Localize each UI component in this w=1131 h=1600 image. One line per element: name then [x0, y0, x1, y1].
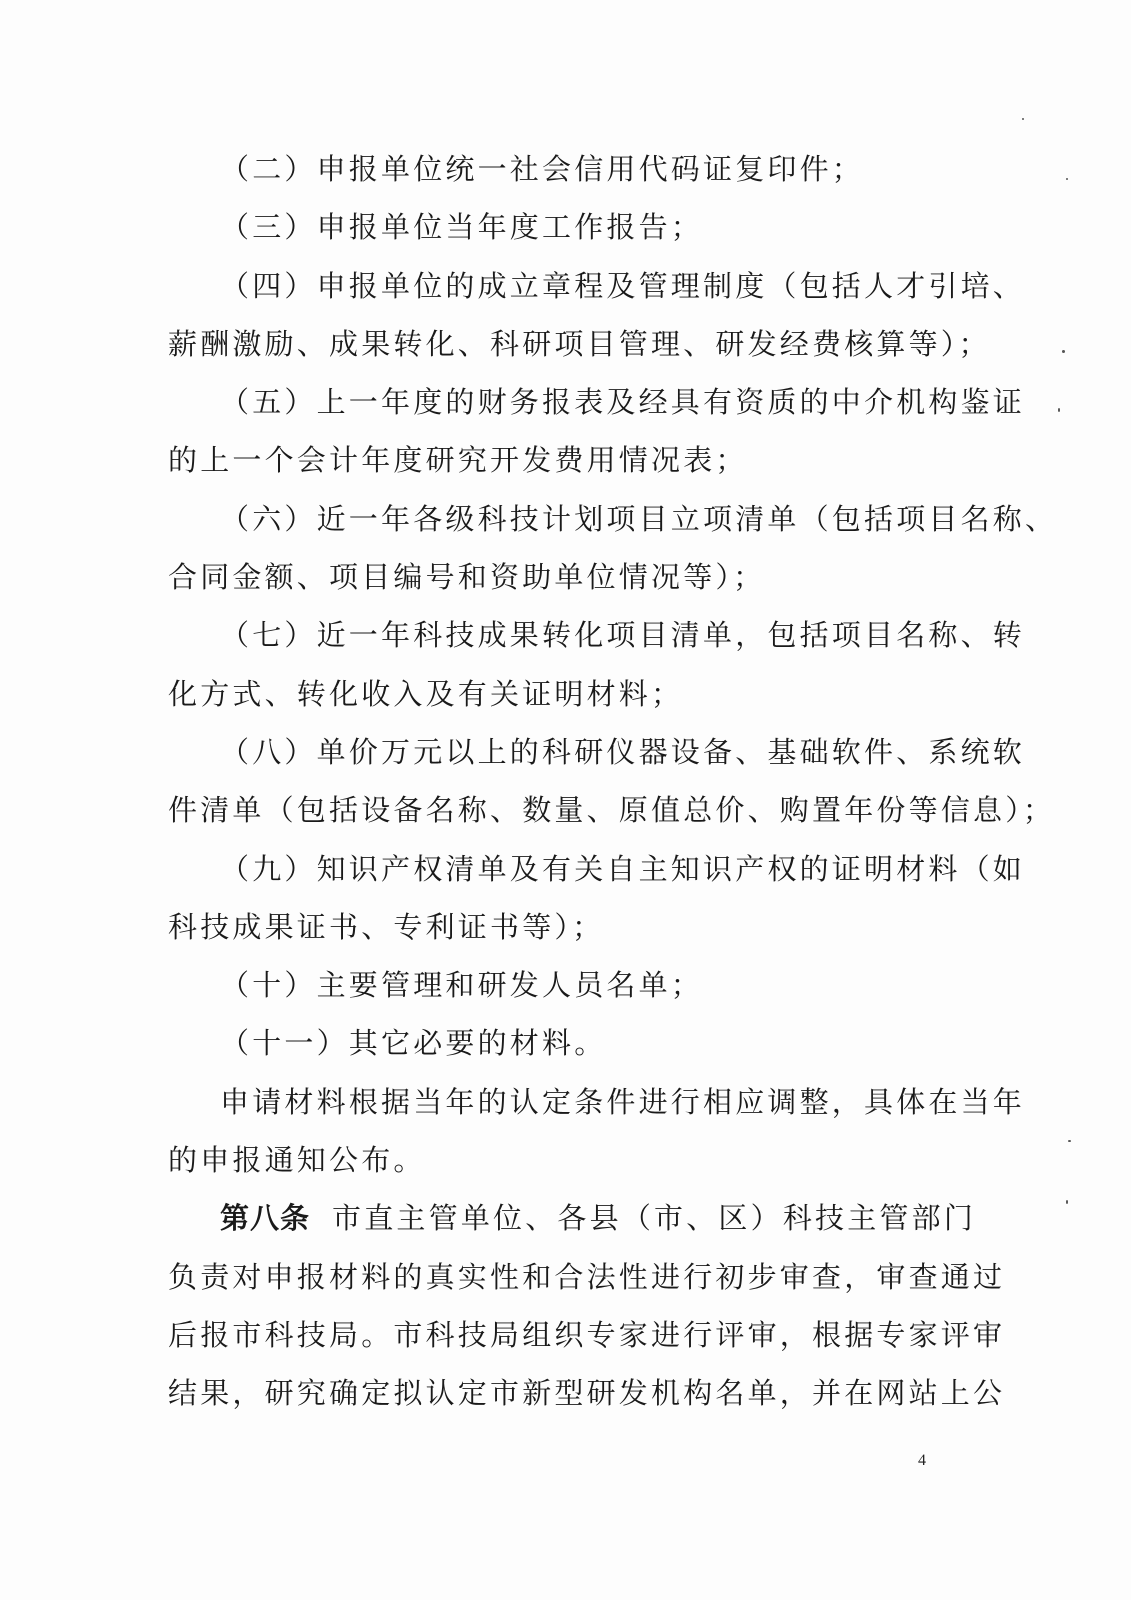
list-item-7: （七）近一年科技成果转化项目清单，包括项目名称、转 [220, 618, 1026, 653]
article-8-first-line [168, 1189, 977, 1247]
article-8-heading: 第八条 [220, 1201, 311, 1236]
list-item-6-continued: 合同金额、项目编号和资助单位情况等）； [168, 560, 766, 595]
list-item-2: （二）申报单位统一社会信用代码证复印件； [220, 152, 865, 186]
list-item-8: （八）单价万元以上的科研仪器设备、基础软件、系统软 [220, 734, 1026, 769]
list-item-11: （十一）其它必要的材料。 [220, 1026, 607, 1061]
scan-speck [1022, 118, 1024, 120]
article-8-text-3: 后报市科技局。市科技局组织专家进行评审，根据专家评审 [168, 1317, 1006, 1352]
page-number: 4 [918, 1452, 926, 1469]
list-item-7-continued: 化方式、转化收入及有关证明材料； [168, 676, 684, 711]
article-8-text-2: 负责对申报材料的真实性和合法性进行初步审查，审查通过 [168, 1259, 1006, 1294]
scan-speck [1068, 1140, 1071, 1142]
article-8-text-4: 结果，研究确定拟认定市新型研发机构名单，并在网站上公 [168, 1376, 1006, 1411]
materials-note: 申请材料根据当年的认定条件进行相应调整，具体在当年 [220, 1084, 1026, 1119]
article-8-text-1: 市直主管单位、各县（市、区）科技主管部门 [332, 1201, 977, 1236]
scan-speck [1062, 350, 1065, 353]
list-item-4-continued: 薪酬激励、成果转化、科研项目管理、研发经费核算等）； [168, 326, 991, 361]
list-item-5: （五）上一年度的财务报表及经具有资质的中介机构鉴证 [220, 385, 1026, 420]
list-item-8-continued: 件清单（包括设备名称、数量、原值总价、购置年份等信息）； [168, 793, 1056, 828]
list-item-9-continued: 科技成果证书、专利证书等）； [168, 909, 605, 944]
list-item-9: （九）知识产权清单及有关自主知识产权的证明材料（如 [220, 851, 1026, 886]
scan-speck [1058, 408, 1060, 412]
list-item-4: （四）申报单位的成立章程及管理制度（包括人才引培、 [220, 268, 1026, 303]
document-body [168, 140, 1058, 1423]
list-item-3: （三）申报单位当年度工作报告； [220, 210, 704, 245]
list-item-5-continued: 的上一个会计年度研究开发费用情况表； [168, 443, 748, 478]
list-item-10: （十）主要管理和研发人员名单； [220, 968, 704, 1003]
list-item-6: （六）近一年各级科技计划项目立项清单（包括项目名称、 [220, 501, 1058, 536]
scan-speck [1066, 1200, 1068, 1204]
materials-note-continued: 的申报通知公布。 [168, 1143, 426, 1178]
scan-speck [1066, 178, 1068, 180]
